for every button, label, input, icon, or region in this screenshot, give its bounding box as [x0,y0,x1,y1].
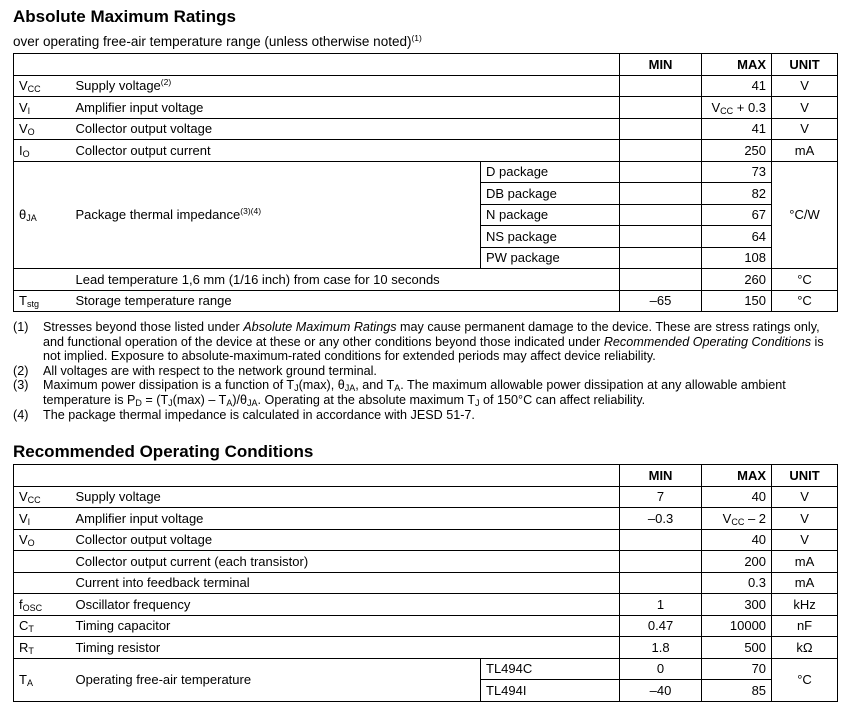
parameter: Current into feedback terminal [71,572,620,594]
table-row [14,594,838,616]
unit: °C [772,290,838,312]
device-variant: TL494I [481,680,620,702]
min-value: –0.3 [620,508,702,530]
table-row [14,572,838,594]
max-value: 70 [702,658,772,680]
max-value: 40 [702,529,772,551]
max-value: 200 [702,551,772,573]
symbol: $C_T$ [14,615,71,637]
max-value: 82 [702,183,772,205]
max-value: 300 [702,594,772,616]
table-row [14,269,838,291]
table-row [14,615,838,637]
max-value: 64 [702,226,772,248]
parameter: Timing capacitor [71,615,620,637]
roc-header-min: MIN [620,465,702,487]
symbol [14,269,71,291]
symbol: $V_I$ [14,97,71,119]
unit: V [772,97,838,119]
symbol [14,551,71,573]
table-row [14,140,838,162]
table-row [14,551,838,573]
table-row [14,75,838,97]
symbol: $V_{CC}$ [14,75,71,97]
max-value: $V_{CC} + 0.3$ [702,97,772,119]
min-value [620,572,702,594]
table-row [14,658,838,680]
unit: °C/W [772,161,838,269]
symbol: $R_T$ [14,637,71,659]
min-value: –65 [620,290,702,312]
max-value: 0.3 [702,572,772,594]
parameter: Oscillator frequency [71,594,620,616]
min-value: 0 [620,658,702,680]
table-row [14,637,838,659]
min-value [620,269,702,291]
unit: kHz [772,594,838,616]
footnote: (2) All voltages are with respect to the network ground terminal. [13,363,377,378]
amr-header-unit: UNIT [772,54,838,76]
footnote: (1) Stresses beyond those listed under Absolute Maximum Ratings may cause permanent damage to the device. These are stress ratings only, and functional operation of the device at these or any other conditions beyond those indicated under Recommended Operating Conditions is not implied. Exposure to absolute-maximum-rated conditions for extended periods may affect device reliability. [13,320,824,364]
unit: °C [772,269,838,291]
min-value [620,97,702,119]
symbol: $I_O$ [14,140,71,162]
package-name: D package [481,161,620,183]
symbol: $V_I$ [14,508,71,530]
min-value: 1.8 [620,637,702,659]
min-value [620,118,702,140]
package-name: NS package [481,226,620,248]
parameter: Supply voltage [71,486,620,508]
unit: nF [772,615,838,637]
symbol: $V_{CC}$ [14,486,71,508]
parameter: Lead temperature 1,6 mm (1/16 inch) from case for 10 seconds [71,269,620,291]
table-row [14,118,838,140]
table-row [14,529,838,551]
package-name: DB package [481,183,620,205]
unit: mA [772,140,838,162]
unit: °C [772,658,838,701]
min-value: 0.47 [620,615,702,637]
table-row [14,508,838,530]
min-value [620,247,702,269]
amr-subtitle: over operating free-air temperature range (unless otherwise noted)$^{(1)}$ [13,33,422,49]
max-value: 41 [702,75,772,97]
min-value [620,204,702,226]
symbol [14,572,71,594]
max-value: 500 [702,637,772,659]
table-row [14,290,838,312]
symbol: $f_{OSC}$ [14,594,71,616]
roc-header-row [14,465,838,487]
max-value: 250 [702,140,772,162]
unit: mA [772,572,838,594]
unit: V [772,118,838,140]
max-value: 108 [702,247,772,269]
unit: V [772,529,838,551]
table-row [14,97,838,119]
max-value: 150 [702,290,772,312]
max-value: 40 [702,486,772,508]
unit: V [772,486,838,508]
parameter: Amplifier input voltage [71,508,620,530]
device-variant: TL494C [481,658,620,680]
min-value: 7 [620,486,702,508]
max-value: 85 [702,680,772,702]
parameter: Supply voltage$^{(2)}$ [71,75,620,97]
roc-header-max: MAX [702,465,772,487]
package-name: PW package [481,247,620,269]
parameter: Package thermal impedance$^{(3)(4)}$ [71,161,481,269]
parameter: Collector output voltage [71,529,620,551]
min-value [620,161,702,183]
symbol: $V_O$ [14,118,71,140]
max-value: 41 [702,118,772,140]
amr-title: Absolute Maximum Ratings [13,7,236,26]
unit: kΩ [772,637,838,659]
amr-header-min: MIN [620,54,702,76]
max-value: 260 [702,269,772,291]
parameter: Collector output current (each transistor) [71,551,620,573]
symbol: $T_{stg}$ [14,290,71,312]
parameter: Collector output current [71,140,620,162]
parameter: Timing resistor [71,637,620,659]
max-value: 10000 [702,615,772,637]
min-value [620,529,702,551]
amr-table [13,53,838,312]
symbol: $\theta_{JA}$ [14,161,71,269]
min-value [620,183,702,205]
max-value: $V_{CC} - 2$ [702,508,772,530]
symbol: $V_O$ [14,529,71,551]
footnotes [13,320,835,422]
roc-title: Recommended Operating Conditions [13,442,314,461]
footnote: (4) The package thermal impedance is calculated in accordance with JESD 51-7. [13,407,475,422]
unit: mA [772,551,838,573]
min-value: –40 [620,680,702,702]
symbol: $T_A$ [14,658,71,701]
min-value: 1 [620,594,702,616]
parameter: Collector output voltage [71,118,620,140]
min-value [620,551,702,573]
package-name: N package [481,204,620,226]
max-value: 67 [702,204,772,226]
min-value [620,140,702,162]
footnote: (3) Maximum power dissipation is a function of $T_J(\max)$, $\theta_{JA}$, and $T_A$. The maximum allowable power dissipation at any allowable ambient temperature is $P_D = (T_J(\max) - T_A)/\theta_{JA}$. Operating at the absolute maximum $T_J$ of 150°C can affect reliability. [13,378,786,408]
min-value [620,226,702,248]
parameter: Operating free-air temperature [71,658,481,701]
unit: V [772,508,838,530]
roc-header-unit: UNIT [772,465,838,487]
table-row [14,486,838,508]
table-row [14,161,838,183]
max-value: 73 [702,161,772,183]
min-value [620,75,702,97]
amr-header-row [14,54,838,76]
amr-header-max: MAX [702,54,772,76]
parameter: Storage temperature range [71,290,620,312]
parameter: Amplifier input voltage [71,97,620,119]
roc-table [13,464,838,702]
unit: V [772,75,838,97]
